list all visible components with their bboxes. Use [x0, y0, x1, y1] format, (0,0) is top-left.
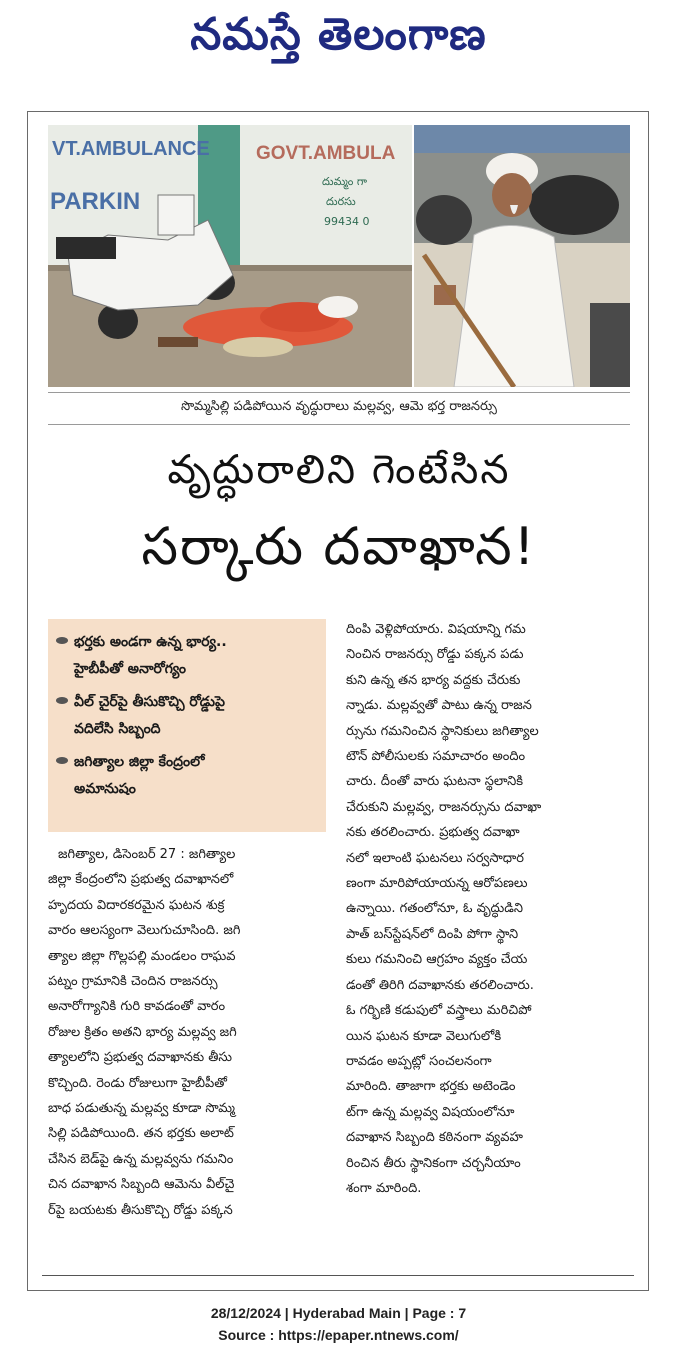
- article-line: టౌన్ పోలీసులకు సమాచారం అందిం: [346, 749, 526, 765]
- wall-writing-1: దుమ్మం గా: [322, 175, 367, 188]
- article-line: కులు గమనించి ఆగ్రహం వ్యక్తం చేయ: [346, 952, 528, 968]
- article-line: సిల్లి పడిపోయింది. తన భర్తకు అలాట్: [48, 1126, 234, 1142]
- article-line: నలో ఇలాంటి ఘటనలు సర్వసాధార: [346, 850, 525, 866]
- article-line: పాత్ బస్‌స్టేషన్‌లో దింపి పోగా స్థాని: [346, 926, 519, 942]
- footer-edition-info: 28/12/2024 | Hyderabad Main | Page : 7: [210, 1305, 467, 1321]
- article-line: బాధ పడుతున్న మల్లవ్వ కూడా సొమ్మ: [48, 1101, 235, 1117]
- article-line: హృదయ విదారకరమైన ఘటన శుక్ర: [48, 897, 225, 913]
- article-line: న్నాడు. మల్లవ్వతో పాటు ఉన్న రాజన: [346, 698, 532, 714]
- wall-writing-2: దురసు: [326, 195, 356, 208]
- article-line: జిల్లా కేంద్రంలోని ప్రభుత్వ దవాఖానలో: [48, 872, 234, 888]
- article-line: త్యాలలోని ప్రభుత్వ దవాఖానకు తీసు: [48, 1050, 233, 1066]
- photo-caption: సొమ్మసిల్లి పడిపోయిన వృద్ధురాలు మల్లవ్వ, ఆమె భర్త రాజనర్సు: [181, 399, 497, 414]
- masthead: [0, 0, 677, 80]
- photo-elderly-man: [414, 125, 630, 387]
- headline-line-1: వృద్ధురాలిని గెంటేసిన: [167, 447, 511, 493]
- article-line: చేరుకుని మల్లవ్వ, రాజనర్సును దవాఖా: [346, 799, 542, 815]
- article-line: ణంగా మారిపోయాయన్న ఆరోపణలు: [346, 876, 528, 892]
- highlight-item: [56, 629, 316, 683]
- bullet-dot-icon: [56, 637, 68, 644]
- bullet-dot-icon: [56, 757, 68, 764]
- caption-bottom-rule: [48, 424, 630, 425]
- sign-parking-text: PARKIN: [50, 188, 141, 215]
- highlight-line: అమానుషం: [74, 781, 136, 797]
- highlight-line: భర్తకు అండగా ఉన్న భార్య..: [74, 634, 227, 650]
- photo-strip: [48, 125, 630, 387]
- article-line: ర్‌పై బయటకు తీసుకొచ్చి రోడ్డు పక్కన: [48, 1202, 233, 1218]
- article-line: యిన ఘటన కూడా వెలుగులోకి: [346, 1028, 502, 1044]
- headline-line-2: సర్కారు దవాఖాన!: [141, 517, 537, 577]
- article-line: నించిన రాజనర్సు రోడ్డు పక్కన పడు: [346, 647, 524, 663]
- article-line: దవాఖాన సిబ్బంది కఠినంగా వ్యవహ: [346, 1130, 523, 1146]
- article-line: డంతో తిరిగి దవాఖానకు తరలించారు.: [346, 977, 534, 993]
- article-line: ర్సును గమనించిన స్థానికులు జగిత్యాల: [346, 723, 539, 739]
- article-line: ఓ గర్భిణి కడుపులో వస్త్రాలు మరిచిపో: [346, 1003, 532, 1019]
- article-line: జగిత్యాల, డిసెంబర్ 27 : జగిత్యాల: [58, 847, 236, 862]
- article-bottom-rule: [42, 1275, 634, 1276]
- article-line: చేసిన బెడ్‌పై ఉన్న మల్లవ్వను గమనిం: [48, 1151, 234, 1167]
- article-line: శంగా మారింది.: [346, 1180, 422, 1196]
- caption-top-rule: [48, 392, 630, 393]
- sign-left-text: VT.AMBULANCE: [52, 138, 210, 160]
- article-line: రావడం అప్పట్లో సంచలనంగా: [346, 1053, 492, 1069]
- article-line: కొచ్చింది. రెండు రోజులుగా హైబీపీతో: [48, 1075, 227, 1091]
- masthead-title: నమస్తే తెలంగాణ: [190, 9, 487, 60]
- article-line: మారింది. తాజాగా భర్తకు అటెండెం: [346, 1079, 516, 1095]
- article-line: దింపి వెళ్లిపోయారు. విషయాన్ని గమ: [346, 622, 526, 637]
- article-line: చారు. దీంతో వారు ఘటనా స్థలానికి: [346, 774, 524, 790]
- article-line: నకు తరలించారు. ప్రభుత్వ దవాఖా: [346, 825, 520, 841]
- highlight-line: హైబీపీతో అనారోగ్యం: [74, 661, 187, 677]
- wall-writing-3: 99434 0: [324, 215, 370, 228]
- article-line: రోజుల క్రితం అతని భార్య మల్లవ్వ జగి: [48, 1024, 237, 1040]
- article-line: అనారోగ్యానికి గురి కావడంతో వారం: [48, 999, 226, 1015]
- news-clipping: [27, 111, 649, 1291]
- photo-woman-on-road: [48, 125, 412, 387]
- article-column-right: [346, 617, 631, 1201]
- sign-right-text: GOVT.AMBULA: [256, 143, 396, 164]
- highlights-box: [48, 619, 326, 832]
- article-line: త్యాల జిల్లా గొల్లపల్లి మండలం రాఘవ: [48, 948, 236, 964]
- highlight-line: వదిలేసి సిబ్బంది: [74, 721, 161, 737]
- article-line: పట్నం గ్రామానికి చెందిన రాజనర్సు: [48, 974, 218, 990]
- article-line: చిన దవాఖాన సిబ్బంది ఆమెను వీల్‌చై: [48, 1177, 235, 1193]
- article-line: కుని ఉన్న తన భార్య వద్దకు చేరుకు: [346, 672, 521, 688]
- article-line: ట్‌గా ఉన్న మల్లవ్వ విషయంలోనూ: [346, 1104, 515, 1120]
- highlight-line: జగిత్యాల జిల్లా కేంద్రంలో: [74, 754, 205, 770]
- article-line: ఉన్నాయి. గతంలోనూ, ఓ వృద్ధుడిని: [346, 901, 523, 917]
- article-line: వారం ఆలస్యంగా వెలుగుచూసింది. జగి: [48, 923, 241, 939]
- bullet-dot-icon: [56, 697, 68, 704]
- highlight-line: వీల్ చైర్‌పై తీసుకొచ్చి రోడ్డుపై: [74, 694, 225, 710]
- article-column-left: [48, 842, 328, 1223]
- highlight-item: [56, 749, 316, 803]
- highlight-item: [56, 689, 316, 743]
- article-line: రించిన తీరు స్థానికంగా చర్చనీయాం: [346, 1155, 521, 1171]
- footer-source: Source : https://epaper.ntnews.com/: [218, 1327, 459, 1343]
